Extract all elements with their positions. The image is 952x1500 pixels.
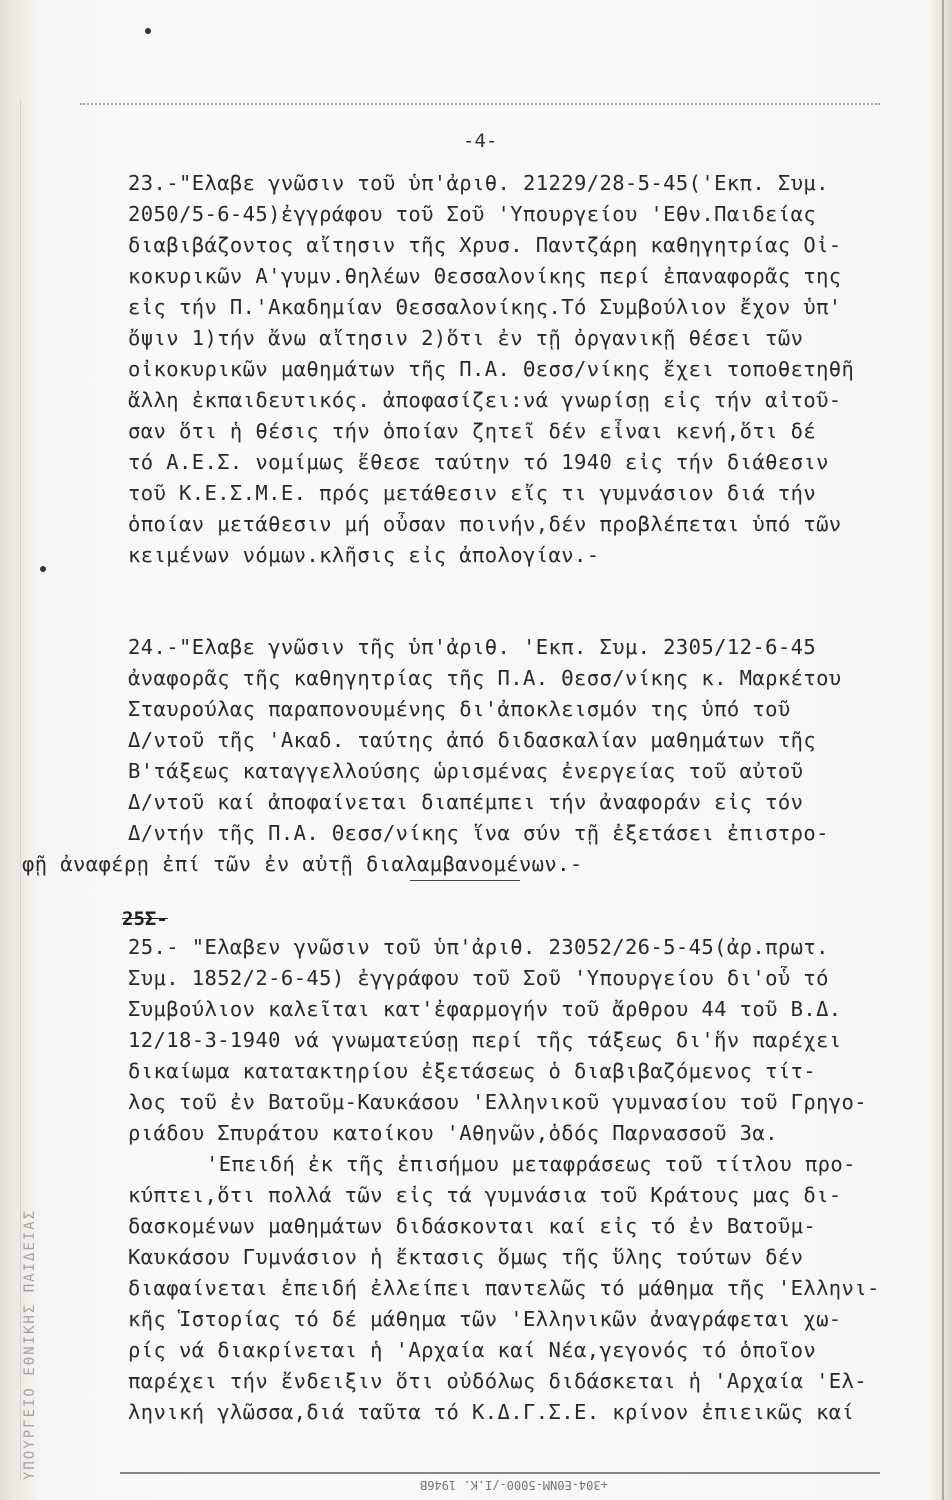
text-line: ριάδου Σπυράτου κατοίκου 'Αθηνῶν,ὁδός Παρνασσοῦ 3α.	[128, 1121, 778, 1145]
underline-stroke	[410, 880, 520, 881]
text-line: Β'τάξεως καταγγελλούσης ὡρισμένας ἐνεργείας τοῦ αὐτοῦ	[128, 759, 804, 783]
text-line: κειμένων νόμων.κλῆσις εἰς ἀπολογίαν.-	[128, 543, 600, 567]
text-line: Δ/ντήν τῆς Π.Α. Θεσσ/νίκης ἵνα σύν τῇ ἐξετάσει ἐπιστρο-	[128, 821, 829, 845]
text-line: διαβιβάζοντος αἴτησιν τῆς Χρυσ. Παντζάρη καθηγητρίας Οἰ-	[128, 233, 842, 257]
text-line: κῆς Ἱστορίας τό δέ μάθημα τῶν 'Ελληνικῶν ἀναγράφεται χω-	[128, 1307, 842, 1331]
text-line: σαν ὅτι ἡ θέσις τήν ὁποίαν ζητεῖ δέν εἶναι κενή,ὅτι δέ	[128, 419, 817, 443]
text-line: Συμ. 1852/2-6-45) ἐγγράφου τοῦ Σοῦ 'Υπουργείου δι'οὗ τό	[128, 966, 829, 990]
text-line: Σταυρούλας παραπονουμένης δι'ἀποκλεισμόν της ὑπό τοῦ	[128, 697, 791, 721]
text-line: κύπτει,ὅτι πολλά τῶν εἰς τά γυμνάσια τοῦ Κράτους μας δι-	[128, 1183, 842, 1207]
text-line: ρίς νά διακρίνεται ἡ 'Αρχαία καί Νέα,γεγονός τό ὁποῖον	[128, 1338, 817, 1362]
text-line: παρέχει τήν ἔνδειξιν ὅτι οὐδόλως διδάσκεται ἡ 'Αρχαία 'Ελ-	[128, 1369, 868, 1393]
text-line: δικαίωμα κατατακτηρίου ἐξετάσεως ὁ διαβιβαζόμενος τίτ-	[128, 1059, 817, 1083]
page-number: -4-	[463, 130, 498, 152]
text-line: κοκυρικῶν Α'γυμν.θηλέων Θεσσαλονίκης περί ἐπαναφορᾶς της	[128, 264, 842, 288]
text-line: 2050/5-6-45)ἐγγράφου τοῦ Σοῦ 'Υπουργείου 'Εθν.Παιδείας	[128, 202, 817, 226]
text-line: εἰς τήν Π.'Ακαδημίαν Θεσσαλονίκης.Τό Συμβούλιον ἔχον ὑπ'	[128, 295, 842, 319]
footer-print-code: +304-ΕΘΝΜ-5000-/Ι.Κ. 1946Β	[420, 1478, 608, 1492]
text-line: Δ/ντοῦ τῆς 'Ακαδ. ταύτης ἀπό διδασκαλίαν μαθημάτων τῆς	[128, 728, 817, 752]
text-line: Δ/ντοῦ καί ἀποφαίνεται διαπέμπει τήν ἀναφοράν εἰς τόν	[128, 790, 804, 814]
handwritten-correction: 25Σ-	[122, 908, 168, 930]
ink-speck	[145, 28, 151, 34]
text-line: οἰκοκυρικῶν μαθημάτων τῆς Π.Α. Θεσσ/νίκης ἔχει τοποθετηθῆ	[128, 357, 855, 381]
binding-stamp-text: ΥΠΟΥΡΓΕΙΟ ΕΘΝΙΚΗΣ ΠΑΙΔΕΙΑΣ	[22, 1208, 38, 1480]
punch-hole-mark	[40, 566, 46, 572]
text-line: λος τοῦ ἐν Βατοῦμ-Καυκάσου 'Ελληνικοῦ γυμνασίου τοῦ Γρηγο-	[128, 1090, 868, 1114]
text-line: 24.-"Ελαβε γνῶσιν τῆς ὑπ'ἀριθ. 'Εκπ. Συμ. 2305/12-6-45	[128, 635, 817, 659]
footer-rule	[120, 1472, 880, 1474]
text-line: ἀναφορᾶς τῆς καθηγητρίας τῆς Π.Α. Θεσσ/νίκης κ. Μαρκέτου	[128, 666, 842, 690]
text-line: 'Επειδή ἐκ τῆς ἐπισήμου μεταφράσεως τοῦ τίτλου προ-	[206, 1152, 856, 1176]
text-line: ὁποίαν μετάθεσιν μή οὖσαν ποινήν,δέν προβλέπεται ὑπό τῶν	[128, 512, 842, 536]
text-line: ἄλλη ἐκπαιδευτικός. ἀποφασίζει:νά γνωρίσῃ εἰς τήν αἰτοῦ-	[128, 388, 842, 412]
page-margin-fold	[20, 100, 21, 1480]
text-line: διαφαίνεται ἐπειδή ἐλλείπει παντελῶς τό μάθημα τῆς 'Ελληνι-	[128, 1276, 880, 1300]
text-line: τοῦ Κ.Ε.Σ.Μ.Ε. πρός μετάθεσιν εἴς τι γυμνάσιον διά τήν	[128, 481, 817, 505]
text-line: 25.- "Ελαβεν γνῶσιν τοῦ ὑπ'ἀριθ. 23052/26-5-45(ἀρ.πρωτ.	[128, 935, 829, 959]
text-line: 12/18-3-1940 νά γνωματεύσῃ περί τῆς τάξεως δι'ἥν παρέχει	[128, 1028, 842, 1052]
header-rule	[80, 103, 880, 105]
text-line: δασκομένων μαθημάτων διδάσκονται καί εἰς τό ἐν Βατοῦμ-	[128, 1214, 817, 1238]
text-line: ληνική γλῶσσα,διά ταῦτα τό Κ.Δ.Γ.Σ.Ε. κρίνον ἐπιεικῶς καί	[128, 1400, 855, 1424]
text-line: Καυκάσου Γυμνάσιον ἡ ἔκτασις ὅμως τῆς ὕλης τούτων δέν	[128, 1245, 804, 1269]
text-line: τό Α.Ε.Σ. νομίμως ἔθεσε ταύτην τό 1940 εἰς τήν διάθεσιν	[128, 450, 829, 474]
text-line: ὄψιν 1)τήν ἄνω αἴτησιν 2)ὅτι ἐν τῇ ὀργανικῇ θέσει τῶν	[128, 326, 804, 350]
text-line: Συμβούλιον καλεῖται κατ'ἐφαρμογήν τοῦ ἄρθρου 44 τοῦ Β.Δ.	[128, 997, 842, 1021]
text-line: 23.-"Ελαβε γνῶσιν τοῦ ὑπ'ἀριθ. 21229/28-5-45('Εκπ. Συμ.	[128, 171, 829, 195]
page-edge-shadow	[942, 0, 944, 1500]
text-line: φῇ ἀναφέρῃ ἐπί τῶν ἐν αὐτῇ διαλαμβανομένων.-	[22, 852, 583, 876]
